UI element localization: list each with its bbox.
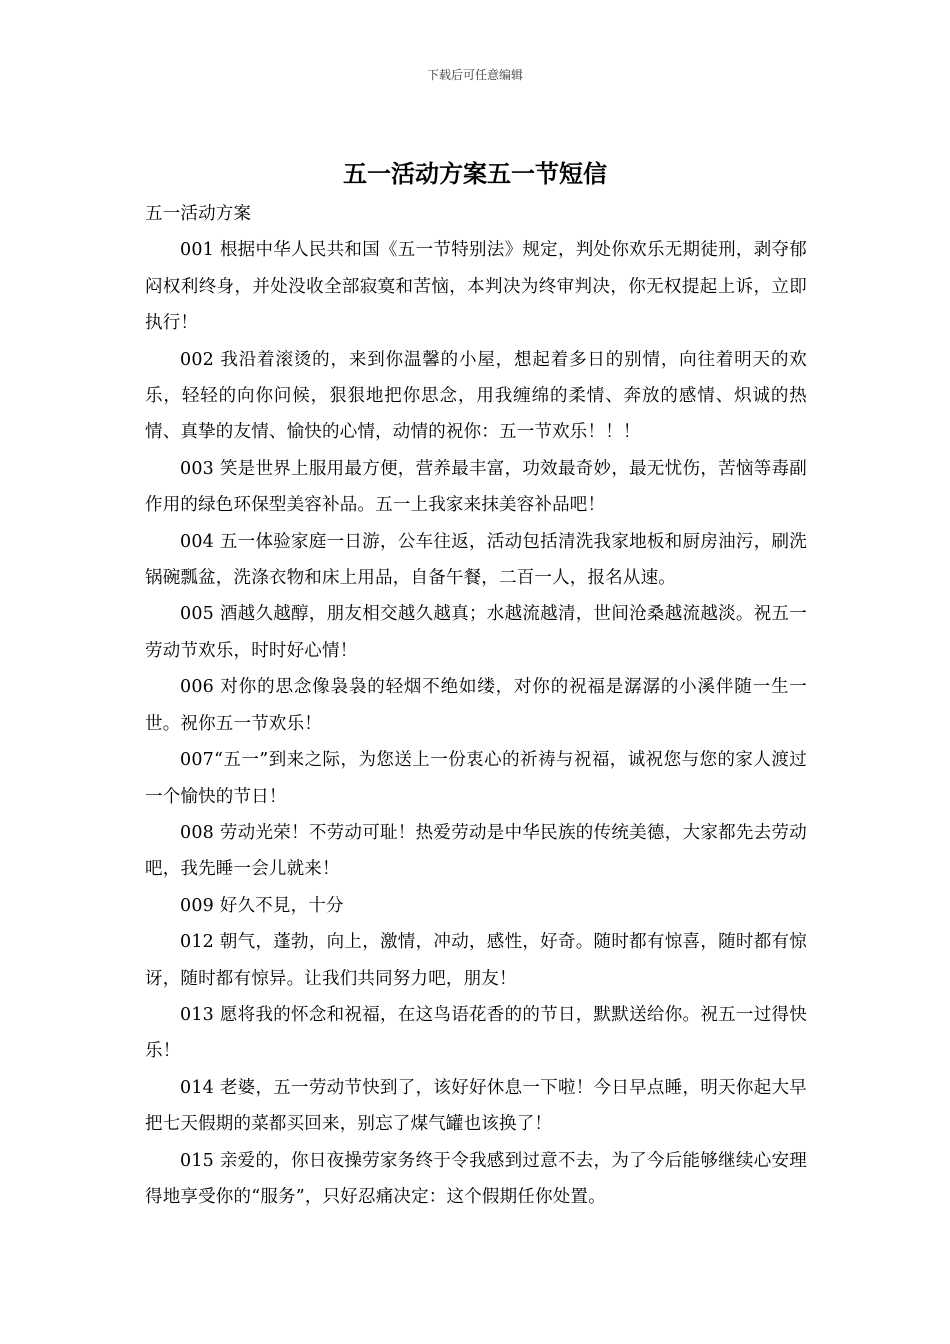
paragraph-013: 013 愿将我的怀念和祝福，在这鸟语花香的的节日，默默送给你。祝五一过得快乐！ <box>145 1004 807 1062</box>
paragraph-014: 014 老婆，五一劳动节快到了，该好好休息一下啦！今日早点睡，明天你起大早把七天假期的菜都买回来，别忘了煤气罐也该换了！ <box>145 1077 807 1135</box>
paragraph-012: 012 朝气，蓬勃，向上，激情，冲动，感性，好奇。随时都有惊喜，随时都有惊讶，随时都有惊异。让我们共同努力吧，朋友！ <box>145 932 807 989</box>
document-body <box>145 196 807 1215</box>
paragraph-005: 005 酒越久越醇，朋友相交越久越真；水越流越清，世间沧桑越流越淡。祝五一劳动节欢乐，时时好心情！ <box>145 604 807 661</box>
paragraph-007: 007“五一”到来之际，为您送上一份衷心的祈祷与祝福，诚祝您与您的家人渡过一个愉快的节日！ <box>145 750 807 807</box>
header-note: 下载后可任意编辑 <box>426 68 523 82</box>
paragraph-015: 015 亲爱的，你日夜操劳家务终于令我感到过意不去，为了今后能够继续心安理得地享受你的“服务”，只好忍痛决定：这个假期任你处置。 <box>145 1150 807 1207</box>
paragraph-001: 001 根据中华人民共和国《五一节特别法》规定，判处你欢乐无期徒刑，剥夺郁闷权利终身，并处没收全部寂寞和苦恼，本判决为终审判决，你无权提起上诉，立即执行！ <box>145 240 807 334</box>
paragraph-009: 009 好久不見，十分 <box>180 895 344 916</box>
paragraph-004: 004 五一体验家庭一日游，公车往返，活动包括清洗我家地板和厨房油污，刷洗锅碗瓢盆，洗涤衣物和床上用品，自备午餐，二百一人，报名从速。 <box>145 531 807 589</box>
section-heading: 五一活动方案 <box>145 204 252 224</box>
document-title: 五一活动方案五一节短信 <box>343 159 607 188</box>
paragraph-003: 003 笑是世界上服用最方便，营养最丰富，功效最奇妙，最无忧伤，苦恼等毒副作用的绿色环保型美容补品。五一上我家来抹美容补品吧！ <box>145 458 807 516</box>
paragraph-006: 006 对你的思念像袅袅的轻烟不绝如缕，对你的祝福是潺潺的小溪伴随一生一世。祝你五一节欢乐！ <box>145 677 807 734</box>
paragraph-008: 008 劳动光荣！不劳动可耻！热爱劳动是中华民族的传统美德，大家都先去劳动吧，我先睡一会儿就来！ <box>145 822 807 880</box>
paragraph-002: 002 我沿着滚烫的，来到你温馨的小屋，想起着多日的别情，向往着明天的欢乐，轻轻的向你问候，狠狠地把你思念，用我缠绵的柔情、奔放的感情、炽诚的热情、真挚的友情、愉快的心情，动情的祝你：五一节欢乐！！！ <box>145 349 807 443</box>
